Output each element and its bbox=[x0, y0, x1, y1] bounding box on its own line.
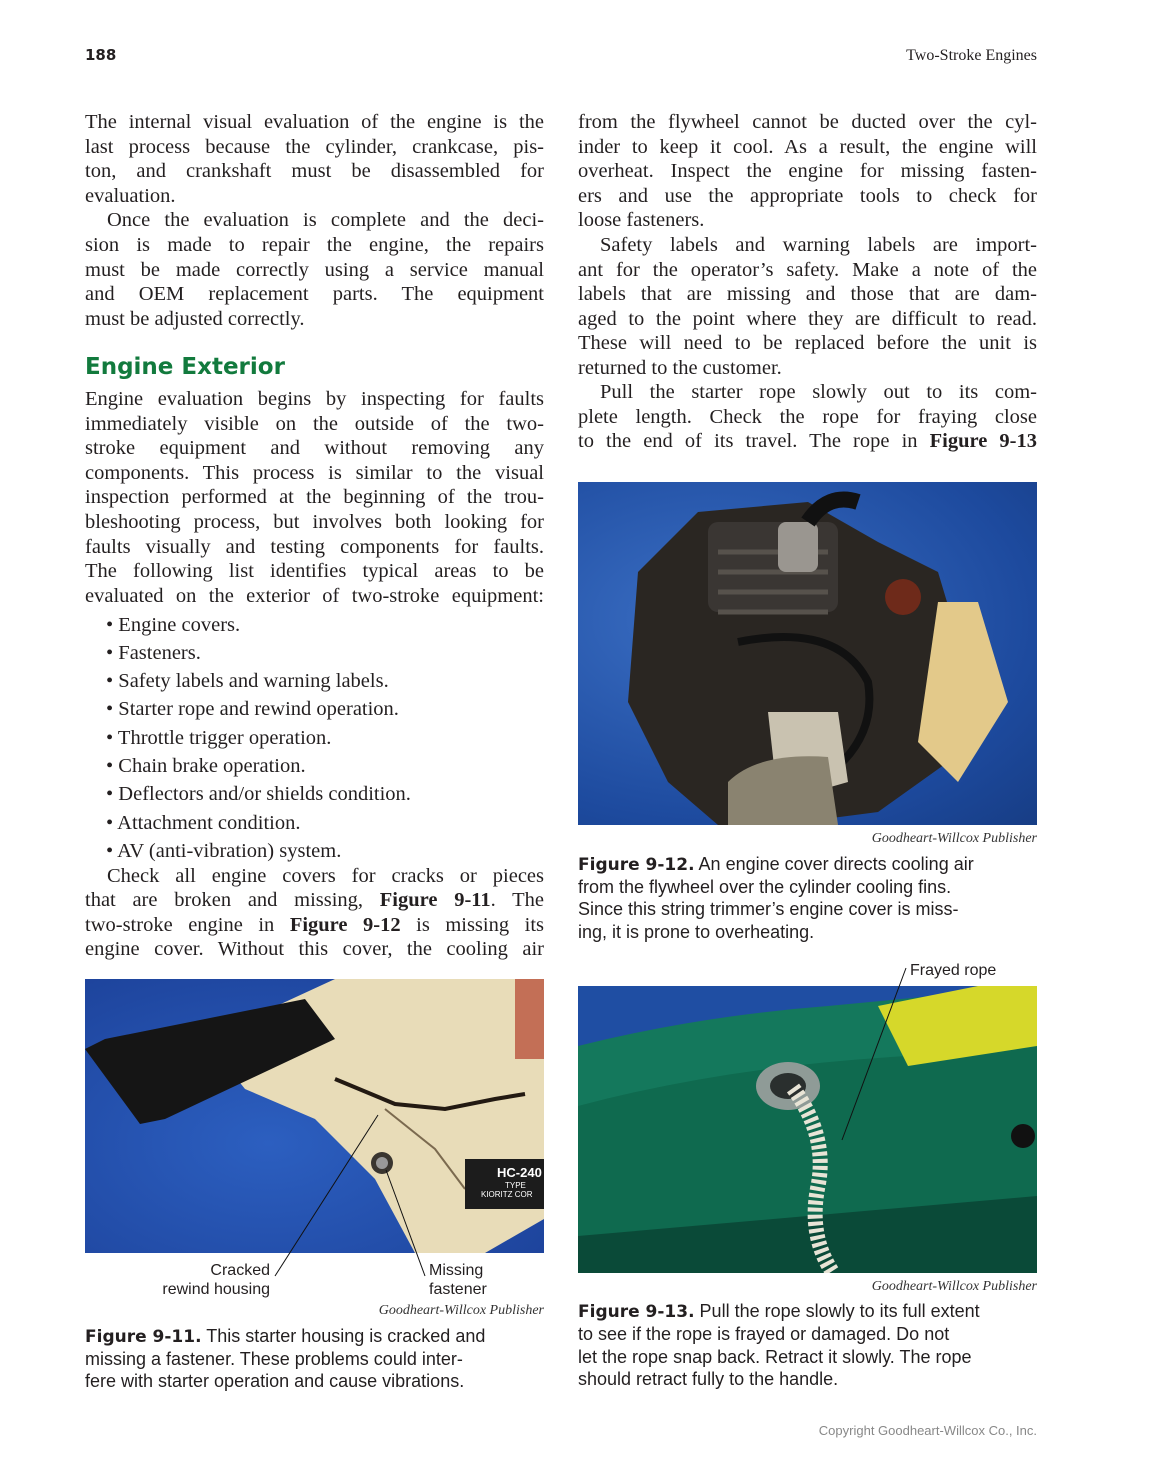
text-line: ers and use the appropriate tools to check for bbox=[578, 185, 1037, 207]
fig11-caption-line bbox=[85, 1325, 485, 1347]
copyright-footer: Copyright Goodheart-Willcox Co., Inc. bbox=[818, 1423, 1037, 1438]
text-line: inspection performed at the beginning of the trou- bbox=[85, 486, 544, 508]
text-segment: is missing its bbox=[400, 914, 544, 936]
section-heading: Engine Exterior bbox=[85, 354, 285, 380]
caption-text: should retract fully to the handle. bbox=[578, 1369, 839, 1389]
page-number: 188 bbox=[85, 46, 117, 64]
figure-reference: Figure 9-13 bbox=[929, 430, 1037, 452]
text-line: ant for the operator’s safety. Make a note of the bbox=[578, 259, 1037, 281]
text-line: sion is made to repair the engine, the repairs bbox=[85, 234, 544, 256]
fig12-caption-line bbox=[578, 853, 974, 875]
text-line: evaluated on the exterior of two-stroke equipment: bbox=[85, 585, 544, 607]
text-line: loose fasteners. bbox=[578, 209, 705, 231]
bullet-item: • Throttle trigger operation. bbox=[106, 727, 332, 749]
text-line: The following list identifies typical areas to be bbox=[85, 560, 544, 582]
label-line: rewind housing bbox=[162, 1281, 270, 1298]
label-missing-fastener bbox=[429, 1261, 487, 1299]
figure-reference: Figure 9-11 bbox=[379, 889, 491, 911]
text-line: last process because the cylinder, crankcase, pis- bbox=[85, 136, 544, 158]
caption-text: fere with starter operation and cause vibrations. bbox=[85, 1371, 465, 1391]
bullet-item: • Attachment condition. bbox=[106, 812, 301, 834]
figure-label: Figure 9-12. bbox=[578, 855, 695, 875]
bullet-item: • Chain brake operation. bbox=[106, 755, 306, 777]
caption-text: ing, it is prone to overheating. bbox=[578, 922, 815, 942]
figure-9-12-credit: Goodheart-Willcox Publisher bbox=[871, 831, 1037, 846]
label-line: fastener bbox=[429, 1281, 487, 1298]
text-segment: that are broken and missing, bbox=[85, 889, 380, 911]
caption-text: to see if the rope is frayed or damaged. Do not bbox=[578, 1324, 950, 1344]
text-line: components. This process is similar to the visual bbox=[85, 462, 544, 484]
fig12-caption-line bbox=[578, 876, 951, 898]
text-line: The internal visual evaluation of the engine is the bbox=[85, 111, 544, 133]
text-line: bleshooting process, but involves both looking for bbox=[85, 511, 544, 533]
text-line: plete length. Check the rope for fraying close bbox=[578, 406, 1037, 428]
text-line: must be adjusted correctly. bbox=[85, 308, 305, 330]
caption-text: missing a fastener. These problems could inter- bbox=[85, 1349, 463, 1369]
fig11-caption-line bbox=[85, 1370, 464, 1392]
figure-9-11-credit: Goodheart-Willcox Publisher bbox=[378, 1303, 544, 1318]
figure-reference: Figure 9-12 bbox=[289, 914, 401, 936]
text-line: Check all engine covers for cracks or pieces bbox=[107, 865, 544, 887]
text-line: inder to keep it cool. As a result, the engine will bbox=[578, 136, 1037, 158]
figure-label: Figure 9-13. bbox=[578, 1302, 695, 1322]
text-line bbox=[85, 888, 544, 912]
text-segment: two-stroke engine in bbox=[85, 914, 290, 936]
text-line: aged to the point where they are difficult to read. bbox=[578, 308, 1037, 330]
caption-text: Since this string trimmer’s engine cover is miss- bbox=[578, 899, 959, 919]
caption-text: Pull the rope slowly to its full extent bbox=[694, 1301, 980, 1321]
label-line: Missing bbox=[429, 1262, 484, 1279]
bullet-item: • AV (anti-vibration) system. bbox=[106, 840, 342, 862]
text-line: must be made correctly using a service manual bbox=[85, 259, 544, 281]
text-line: labels that are missing and those that are dam- bbox=[578, 283, 1037, 305]
text-line: Engine evaluation begins by inspecting for faults bbox=[85, 388, 544, 410]
fig12-caption-line bbox=[578, 898, 958, 920]
text-line: returned to the customer. bbox=[578, 357, 782, 379]
fig13-caption-line bbox=[578, 1323, 949, 1345]
fig11-caption-line bbox=[85, 1348, 463, 1370]
label-line: Cracked bbox=[210, 1262, 270, 1279]
label-frayed-rope: Frayed rope bbox=[910, 962, 997, 979]
bullet-item: • Engine covers. bbox=[106, 614, 241, 636]
text-line: and OEM replacement parts. The equipment bbox=[85, 283, 544, 305]
text-line: These will need to be replaced before the unit is bbox=[578, 332, 1037, 354]
caption-text: let the rope snap back. Retract it slowly. The rope bbox=[578, 1347, 972, 1367]
text-line: Safety labels and warning labels are import- bbox=[600, 234, 1037, 256]
text-line: engine cover. Without this cover, the cooling air bbox=[85, 938, 544, 960]
text-line bbox=[578, 429, 1037, 453]
photo-text-model: HC-240 bbox=[497, 1165, 542, 1180]
fig13-caption-line bbox=[578, 1368, 838, 1390]
label-cracked-housing bbox=[162, 1261, 270, 1299]
bullet-item: • Starter rope and rewind operation. bbox=[106, 698, 399, 720]
text-line: ton, and crankshaft must be disassembled for bbox=[85, 160, 544, 182]
text-line: overheat. Inspect the engine for missing fasten- bbox=[578, 160, 1037, 182]
text-line: stroke equipment and without removing any bbox=[85, 437, 544, 459]
text-line: faults visually and testing components for faults. bbox=[85, 536, 544, 558]
text-line: immediately visible on the outside of the two- bbox=[85, 413, 544, 435]
fig13-caption-line bbox=[578, 1300, 980, 1322]
text-line: Once the evaluation is complete and the deci- bbox=[107, 209, 544, 231]
bullet-item: • Fasteners. bbox=[106, 642, 201, 664]
running-head: Two-Stroke Engines bbox=[906, 47, 1037, 64]
text-line: Pull the starter rope slowly out to its com- bbox=[600, 381, 1037, 403]
text-segment: . The bbox=[490, 889, 544, 911]
fig12-caption-line bbox=[578, 921, 814, 943]
bullet-item: • Safety labels and warning labels. bbox=[106, 670, 389, 692]
caption-text: from the flywheel over the cylinder cooling fins. bbox=[578, 877, 952, 897]
caption-text: An engine cover directs cooling air bbox=[694, 854, 974, 874]
text-segment: to the end of its travel. The rope in bbox=[578, 430, 930, 452]
bullet-item: • Deflectors and/or shields condition. bbox=[106, 783, 411, 805]
text-line bbox=[85, 913, 544, 937]
fig13-caption-line bbox=[578, 1346, 972, 1368]
text-line: evaluation. bbox=[85, 185, 176, 207]
photo-text-maker: KIORITZ COR bbox=[481, 1190, 533, 1199]
caption-text: This starter housing is cracked and bbox=[201, 1326, 486, 1346]
figure-9-13-credit: Goodheart-Willcox Publisher bbox=[871, 1279, 1037, 1294]
photo-text-type: TYPE bbox=[505, 1181, 526, 1190]
figure-label: Figure 9-11. bbox=[85, 1327, 202, 1347]
text-line: from the flywheel cannot be ducted over the cyl- bbox=[578, 111, 1037, 133]
